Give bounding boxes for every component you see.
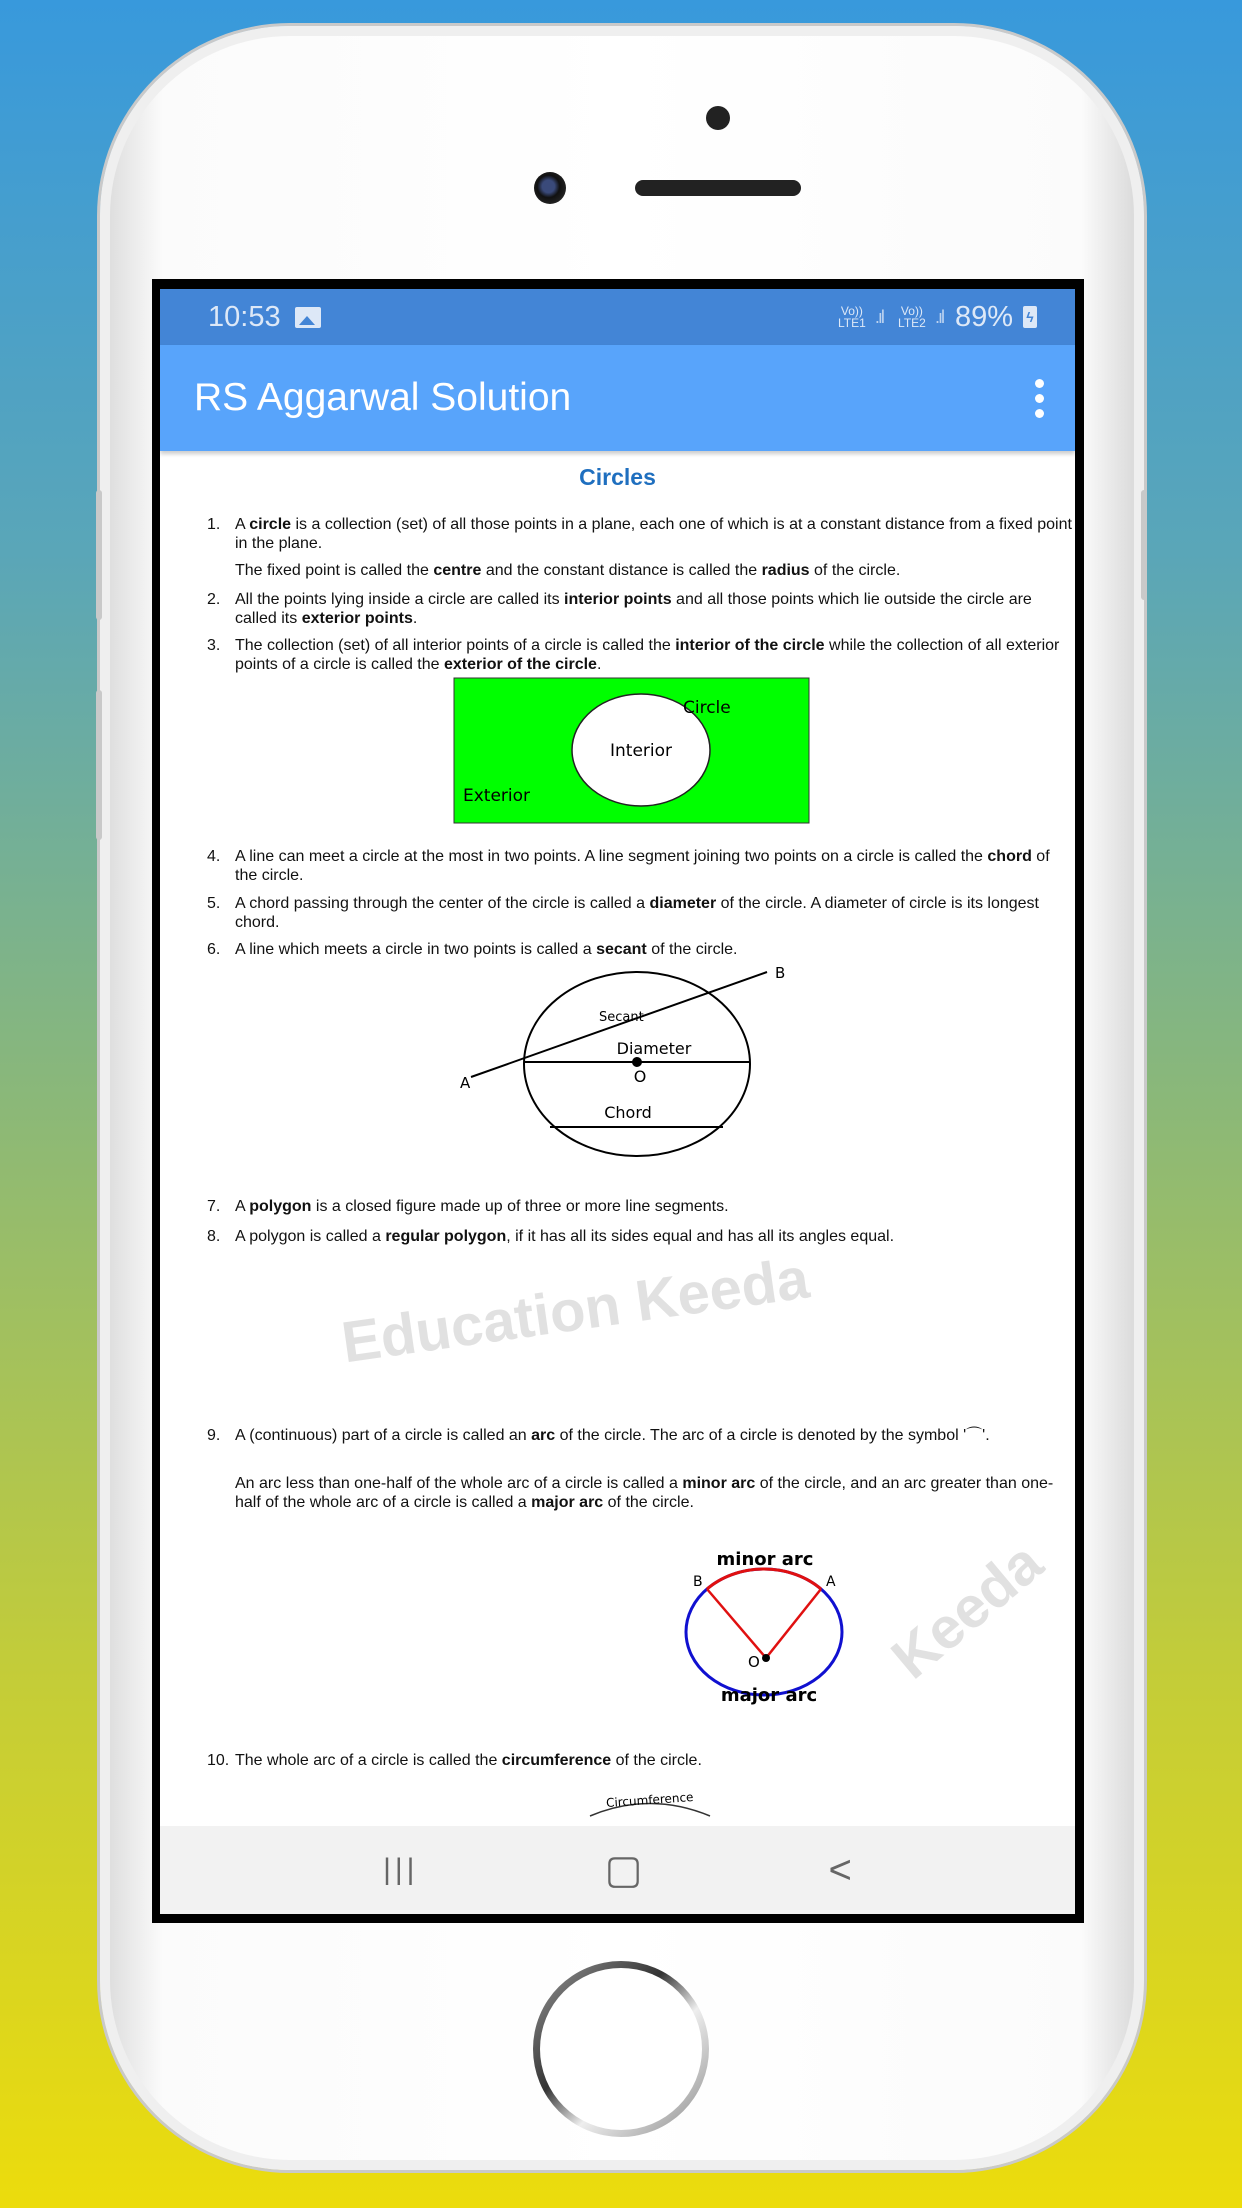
item-text: The fixed point is called the bbox=[235, 562, 434, 579]
item-number: 8. bbox=[207, 1228, 221, 1245]
item-text: The collection (set) of all interior points of a circle is called the bbox=[235, 637, 676, 654]
circumference-label: Circumference bbox=[605, 1789, 694, 1811]
item-number: 3. bbox=[207, 637, 221, 654]
secant-diameter-chord-figure bbox=[460, 963, 960, 1203]
list-item bbox=[207, 590, 1075, 628]
center-label: O bbox=[633, 1067, 647, 1086]
item-text: A polygon is called a bbox=[235, 1228, 386, 1245]
item-number: 4. bbox=[207, 848, 221, 865]
circle-label: Circle bbox=[683, 698, 731, 718]
item-text: An arc less than one-half of the whole arc of a circle is called a bbox=[235, 1475, 683, 1492]
list-item bbox=[207, 894, 1075, 932]
item-number: 1. bbox=[207, 516, 221, 533]
bold-term: chord bbox=[987, 848, 1032, 865]
document-view[interactable] bbox=[160, 451, 1075, 1914]
circumference-figure bbox=[570, 1786, 730, 1826]
item-text: of the circle. bbox=[809, 562, 901, 579]
bold-term: interior of the circle bbox=[675, 637, 825, 654]
signal-icon: .ıl bbox=[874, 306, 883, 327]
proximity-sensor bbox=[706, 106, 730, 130]
list-item bbox=[207, 1227, 1075, 1246]
item-text: is a closed figure made up of three or more line segments. bbox=[311, 1198, 729, 1215]
item-number: 2. bbox=[207, 591, 221, 608]
major-arc-label: major arc bbox=[720, 1685, 818, 1706]
minor-arc bbox=[707, 1569, 821, 1589]
secant-label: Secant bbox=[599, 1010, 644, 1025]
app-title: RS Aggarwal Solution bbox=[194, 376, 572, 419]
item-text: and the constant distance is called the bbox=[481, 562, 762, 579]
list-item bbox=[207, 636, 1075, 674]
item-text: A (continuous) part of a circle is called an bbox=[235, 1427, 532, 1444]
item-number: 6. bbox=[207, 941, 221, 958]
battery-percent: 89% bbox=[954, 300, 1013, 333]
front-camera bbox=[534, 172, 566, 204]
sim2-indicator: Vo)) LTE2 bbox=[898, 304, 926, 330]
image-notification-icon bbox=[295, 307, 321, 328]
item-text: of the circle. The arc of a circle is denoted by the symbol '⌒'. bbox=[555, 1427, 990, 1444]
bold-term: diameter bbox=[649, 895, 717, 912]
item-text: . bbox=[412, 610, 418, 627]
status-time: 10:53 bbox=[208, 300, 281, 333]
item-text: A bbox=[235, 1198, 250, 1215]
bold-term: regular polygon bbox=[385, 1228, 507, 1245]
volume-down-button bbox=[96, 690, 102, 840]
bold-term: secant bbox=[596, 941, 647, 958]
item-text: of the circle, and an arc greater than one-half of the whole arc of a circle is called a bbox=[235, 1475, 1054, 1511]
item-text: A chord passing through the center of the circle is called a bbox=[235, 895, 650, 912]
battery-charging-icon: ϟ bbox=[1023, 306, 1037, 328]
item-text: . bbox=[596, 656, 602, 673]
list-item bbox=[207, 847, 1075, 885]
home-nav-button[interactable]: ▢ bbox=[604, 1848, 643, 1892]
sim1-indicator: Vo)) LTE1 bbox=[838, 304, 866, 330]
item-text: A line which meets a circle in two points is called a bbox=[235, 941, 597, 958]
item-text: , if it has all its sides equal and has all its angles equal. bbox=[506, 1228, 895, 1245]
navigation-bar bbox=[160, 1826, 1075, 1914]
bold-term: exterior points bbox=[301, 610, 413, 627]
item-text: The whole arc of a circle is called the bbox=[235, 1752, 502, 1769]
list-item bbox=[235, 1474, 1075, 1512]
list-item bbox=[235, 561, 1075, 580]
item-text: while the collection of all exterior points of a circle is called the bbox=[235, 637, 1060, 673]
list-item bbox=[207, 1751, 1075, 1770]
recents-button[interactable]: ||| bbox=[383, 1853, 419, 1886]
point-a-label: A bbox=[826, 1574, 836, 1590]
back-button[interactable]: < bbox=[828, 1847, 852, 1892]
item-text: A bbox=[235, 516, 250, 533]
bold-term: radius bbox=[761, 562, 810, 579]
bold-term: circumference bbox=[501, 1752, 612, 1769]
interior-label: Interior bbox=[609, 741, 673, 761]
screen bbox=[152, 279, 1084, 1923]
item-number: 9. bbox=[207, 1427, 221, 1444]
exterior-label: Exterior bbox=[463, 786, 531, 806]
bold-term: exterior of the circle bbox=[444, 656, 597, 673]
page-title: Circles bbox=[579, 464, 656, 490]
bold-term: minor arc bbox=[682, 1475, 756, 1492]
bold-term: circle bbox=[249, 516, 292, 533]
watermark: Keeda bbox=[879, 1529, 1055, 1692]
more-options-icon[interactable] bbox=[1035, 379, 1045, 418]
bold-term: major arc bbox=[531, 1494, 604, 1511]
item-text: of the circle. bbox=[235, 848, 1050, 884]
power-button bbox=[1141, 490, 1147, 600]
list-item bbox=[207, 1197, 1075, 1216]
list-item bbox=[207, 940, 1075, 959]
physical-home-button[interactable] bbox=[533, 1961, 709, 2137]
signal-icon: .ıl bbox=[934, 306, 943, 327]
app-bar bbox=[160, 345, 1075, 451]
list-item bbox=[207, 515, 1075, 553]
item-number: 5. bbox=[207, 895, 221, 912]
bold-term: interior points bbox=[564, 591, 672, 608]
point-a-label: A bbox=[460, 1074, 471, 1092]
diameter-label: Diameter bbox=[616, 1039, 692, 1058]
earpiece-speaker bbox=[635, 180, 801, 196]
item-text: A line can meet a circle at the most in two points. A line segment joining two points on a circle is called the bbox=[235, 848, 988, 865]
item-text: is a collection (set) of all those points in a plane, each one of which is at a constant distance from a fixed point in the plane. bbox=[235, 516, 1072, 552]
bold-term: arc bbox=[531, 1427, 556, 1444]
point-b-label: B bbox=[775, 964, 786, 982]
interior-exterior-figure bbox=[453, 677, 810, 824]
watermark: Education Keeda bbox=[337, 1245, 813, 1376]
item-text: of the circle. A diameter of circle is its longest chord. bbox=[235, 895, 1039, 931]
bold-term: polygon bbox=[249, 1198, 312, 1215]
volume-up-button bbox=[96, 490, 102, 620]
list-item bbox=[207, 1426, 1075, 1445]
item-number: 7. bbox=[207, 1198, 221, 1215]
item-text: of the circle. bbox=[611, 1752, 702, 1769]
item-text: of the circle. bbox=[603, 1494, 694, 1511]
item-text: of the circle. bbox=[646, 941, 738, 958]
status-bar bbox=[160, 289, 1075, 345]
point-b-label: B bbox=[693, 1574, 703, 1590]
chord-label: Chord bbox=[604, 1103, 652, 1122]
item-text: and all those points which lie outside the circle are called its bbox=[235, 591, 1032, 627]
center-label: O bbox=[748, 1653, 760, 1671]
minor-arc-label: minor arc bbox=[716, 1549, 814, 1570]
item-text: All the points lying inside a circle are called its bbox=[235, 591, 565, 608]
item-number: 10. bbox=[207, 1752, 230, 1769]
bold-term: centre bbox=[433, 562, 482, 579]
arc-figure bbox=[611, 1536, 851, 1706]
